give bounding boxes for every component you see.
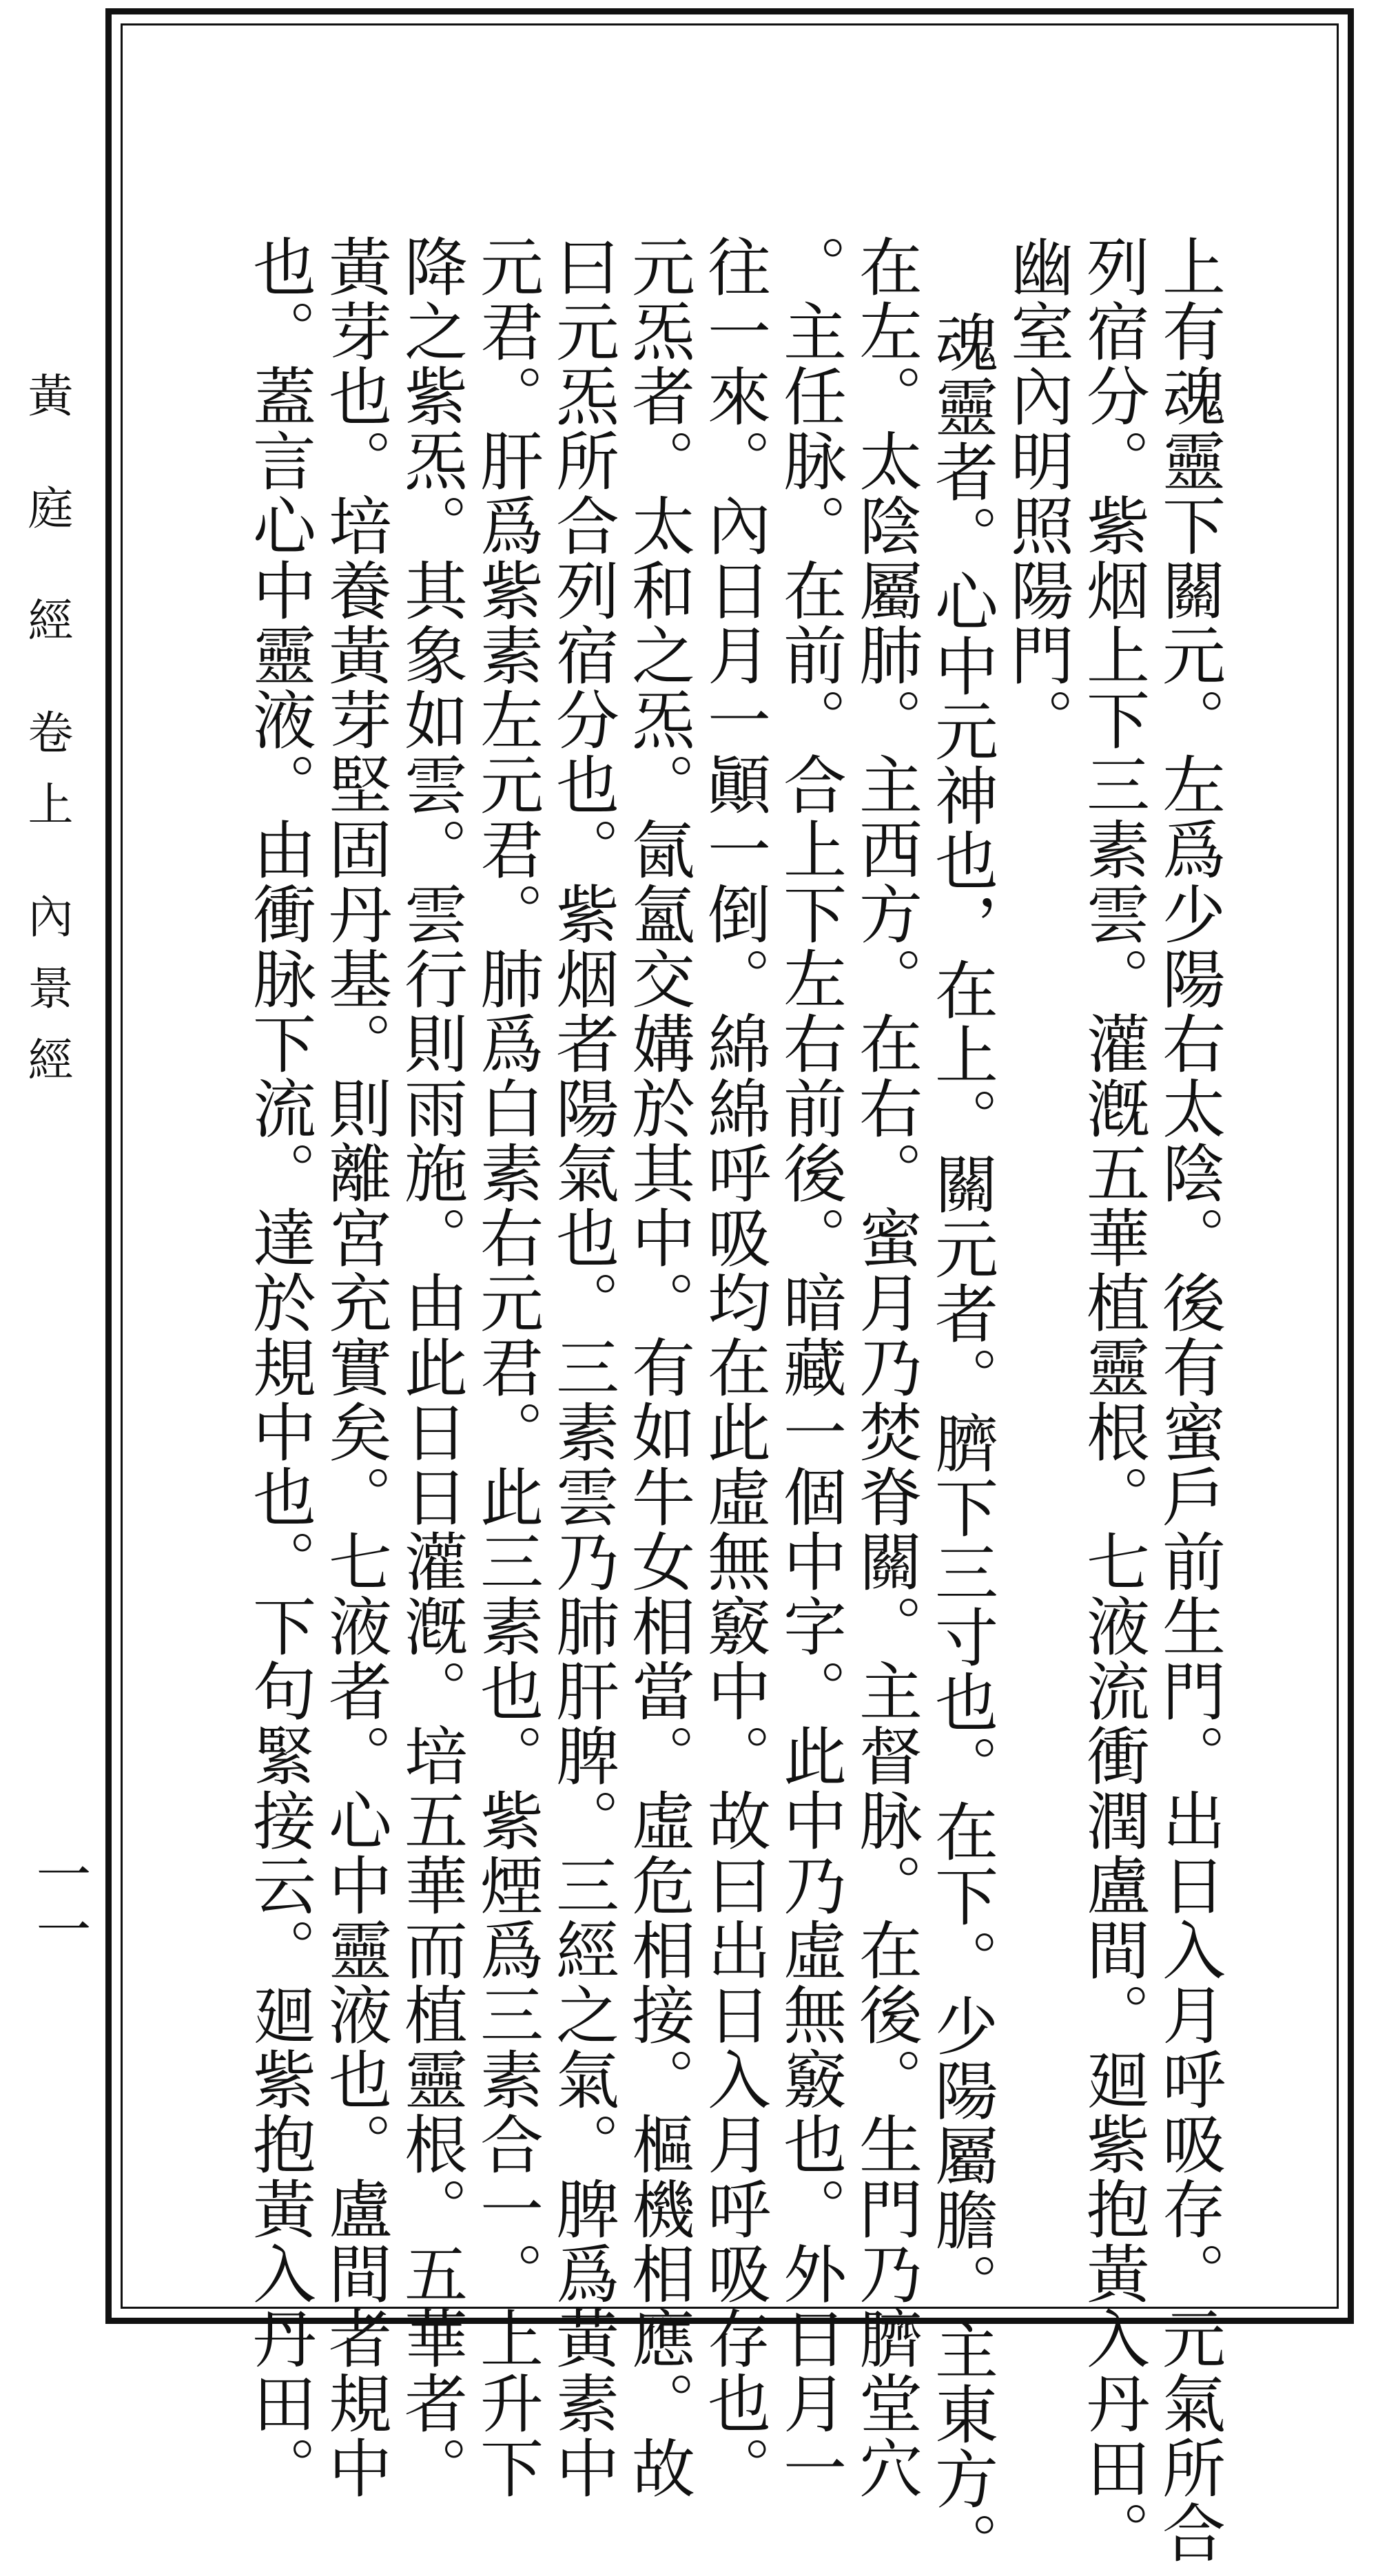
text-column-3: 幽室內明照陽門。 (1000, 234, 1074, 752)
text-column-11: 降之紫炁。其象如雲。雲行則雨施。由此日日灌漑。培五華而植靈根。五華者。 (394, 234, 468, 2500)
text-column-12: 黃芽也。培養黃芽堅固丹基。則離宮充實矣。七液者。心中靈液也。盧間者規中 (318, 234, 392, 2500)
margin-title: 黃 庭 經 卷上 內景經 (20, 372, 73, 1108)
text-column-8: 元炁者。太和之炁。氤氳交媾於其中。有如牛女相當。虛危相接。樞機相應。故 (621, 234, 695, 2500)
text-column-1: 上有魂靈下關元。左爲少陽右太陰。後有蜜戶前生門。出日入月呼吸存。元氣所合 (1152, 234, 1226, 2565)
text-column-13: 也。蓋言心中靈液。由衝脉下流。達於規中也。下句緊接云。廻紫抱黃入丹田。 (243, 234, 316, 2500)
text-column-4: 魂靈者。心中元神也，在上。關元者。臍下三寸也。在下。少陽屬膽。主東方。 (925, 310, 998, 2576)
page-number: 一一 (27, 1846, 91, 1956)
text-column-2: 列宿分。紫烟上下三素雲。灌漑五華植靈根。七液流衝潤盧間。廻紫抱黃入丹田。 (1076, 234, 1150, 2565)
main-text (243, 234, 1226, 2576)
text-column-9: 曰元炁所合列宿分也。紫烟者陽氣也。三素雲乃肺肝脾。三經之氣。脾爲黃素中 (546, 234, 619, 2500)
text-column-10: 元君。肝爲紫素左元君。肺爲白素右元君。此三素也。紫煙爲三素合一。上升下 (470, 234, 544, 2500)
text-column-7: 往一來。內日月一顚一倒。綿綿呼吸均在此虛無竅中。故曰出日入月呼吸存也。 (697, 234, 771, 2500)
text-column-6: 。主任脉。在前。合上下左右前後。暗藏一個中字。此中乃虛無竅也。外日月一 (773, 234, 847, 2500)
text-column-5: 在左。太陰屬肺。主西方。在右。蜜月乃焚脊關。主督脉。在後。生門乃臍堂穴 (849, 234, 923, 2500)
